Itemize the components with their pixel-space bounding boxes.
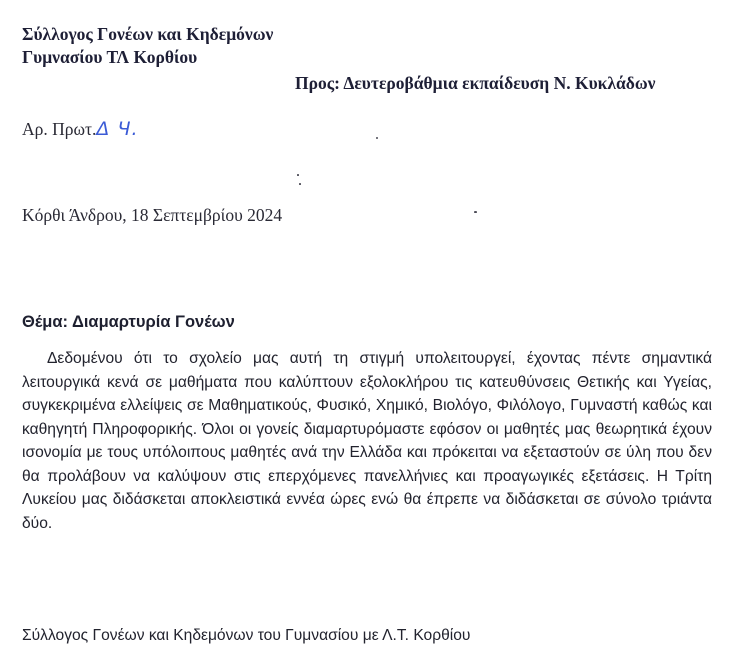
- protocol-number: [22, 118, 139, 140]
- scan-speck: [474, 211, 477, 213]
- sender-school: Γυμνασίου ΤΛ Κορθίου: [22, 47, 198, 67]
- scan-speck: [299, 183, 301, 185]
- protocol-handwritten-number: Δ Ч.: [96, 118, 139, 140]
- letter-body: Δεδομένου ότι το σχολείο μας αυτή τη στιγμή υπολειτουργεί, έχοντας πέντε σημαντικά λειτουργικά κενά σε μαθήματα που καλύπτουν εξολοκλήρου τις κατευθύνσεις Θετικής και Υγείας, συγκεκριμένα ελλείψεις σε Μαθηματικούς, Φυσικό, Χημικό, Βιολόγο, Φιλόλογο, Γυμναστή καθώς και καθηγητή Πληροφορικής. Όλοι οι γονείς διαμαρτυρόμαστε εφόσον οι μαθητές μας θεωρητικά έχουν ισονομία με τους υπόλοιπους μαθητές ανά την Ελλάδα και πρόκειται να εξεταστούν σε ύλη που δεν θα προλάβουν να καλύψουν στις επερχόμενες πανελλήνιες και προαγωγικές εξετάσεις. Η Τρίτη Λυκείου μας διδάσκεται αποκλειστικά εννέα ώρες ενώ θα έπρεπε να διδάσκεται σε σύνολο τριάντα δύο.: [22, 350, 712, 532]
- signature-line: Σύλλογος Γονέων και Κηδεμόνων του Γυμνασίου με Λ.Τ. Κορθίου: [22, 627, 471, 644]
- scan-speck: [376, 137, 378, 139]
- subject-line: Θέμα: Διαμαρτυρία Γονέων: [22, 313, 235, 331]
- recipient-line: Προς: Δευτεροβάθμια εκπαίδευση Ν. Κυκλάδων: [295, 73, 656, 93]
- protocol-label: Αρ. Πρωτ.: [22, 119, 97, 139]
- sender-name: Σύλλογος Γονέων και Κηδεμόνων: [22, 24, 274, 44]
- scan-speck: [297, 174, 299, 176]
- place-date: Κόρθι Άνδρου, 18 Σεπτεμβρίου 2024: [22, 205, 283, 225]
- sender-block: [22, 23, 273, 69]
